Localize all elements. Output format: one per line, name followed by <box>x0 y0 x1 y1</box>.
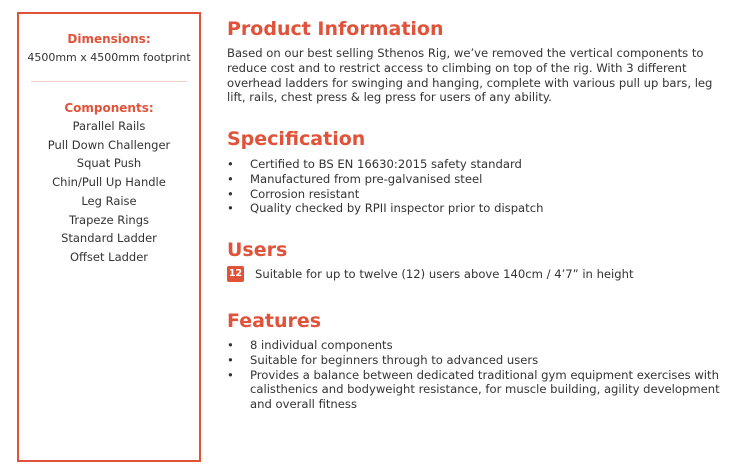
users-text: Suitable for up to twelve (12) users above 140cm / 4’7” in height <box>255 267 634 281</box>
component-item: Pull Down Challenger <box>47 137 171 152</box>
bullet-icon: • <box>227 186 234 201</box>
users-heading: Users <box>227 239 288 261</box>
bullet-icon: • <box>227 338 234 352</box>
product-information-text: Based on our best selling Sthenos Rig, we’ve removed the vertical components to reduce cost and to restrict access to climbing on top of the rig. With 3 different overhead ladders for swinging and hanging, complete with various pull up bars, leg lift, rails, chest press & leg press for users of any ability. <box>227 46 713 105</box>
features-heading: Features <box>227 310 322 332</box>
specification-list <box>227 157 720 216</box>
dimensions-heading: Dimensions: <box>67 32 151 46</box>
specification-item <box>227 172 720 187</box>
bullet-icon: • <box>227 352 234 367</box>
product-information-heading: Product Information <box>227 18 444 40</box>
component-item: Trapeze Rings <box>68 212 150 227</box>
specification-item-text: Corrosion resistant <box>250 186 360 201</box>
dimensions-value: 4500mm x 4500mm footprint <box>27 51 191 64</box>
component-item: Leg Raise <box>81 193 137 208</box>
bullet-icon: • <box>227 171 234 186</box>
feature-item <box>227 368 720 412</box>
feature-item-text: Provides a balance between dedicated traditional gym equipment exercises with calisthenics and bodyweight resistance, for muscle building, agility development and overall fitness <box>250 367 720 412</box>
feature-item-text: Suitable for beginners through to advanced users <box>250 352 539 367</box>
specification-item <box>227 157 720 172</box>
component-item: Offset Ladder <box>69 249 149 264</box>
component-item: Standard Ladder <box>61 231 157 246</box>
specification-item <box>227 187 720 202</box>
users-row <box>227 266 722 283</box>
bullet-icon: • <box>227 201 234 216</box>
component-item: Parallel Rails <box>72 119 146 133</box>
specification-item <box>227 201 720 216</box>
components-heading: Components: <box>64 101 154 115</box>
specification-item-text: Quality checked by RPII inspector prior to dispatch <box>250 201 544 216</box>
specification-heading: Specification <box>227 128 366 150</box>
sidebar-divider <box>31 81 187 82</box>
feature-item <box>227 353 720 368</box>
components-list <box>19 117 199 267</box>
component-item: Chin/Pull Up Handle <box>52 175 166 190</box>
component-item: Squat Push <box>76 156 142 171</box>
specification-item-text: Manufactured from pre-galvanised steel <box>250 171 483 186</box>
specification-item-text: Certified to BS EN 16630:2015 safety standard <box>250 157 522 171</box>
feature-item <box>227 338 720 353</box>
feature-item-text: 8 individual components <box>250 338 393 352</box>
product-sidebar <box>17 12 201 462</box>
features-list <box>227 338 720 412</box>
bullet-icon: • <box>227 367 234 382</box>
user-count-badge: 12 <box>227 266 244 282</box>
bullet-icon: • <box>227 157 234 171</box>
